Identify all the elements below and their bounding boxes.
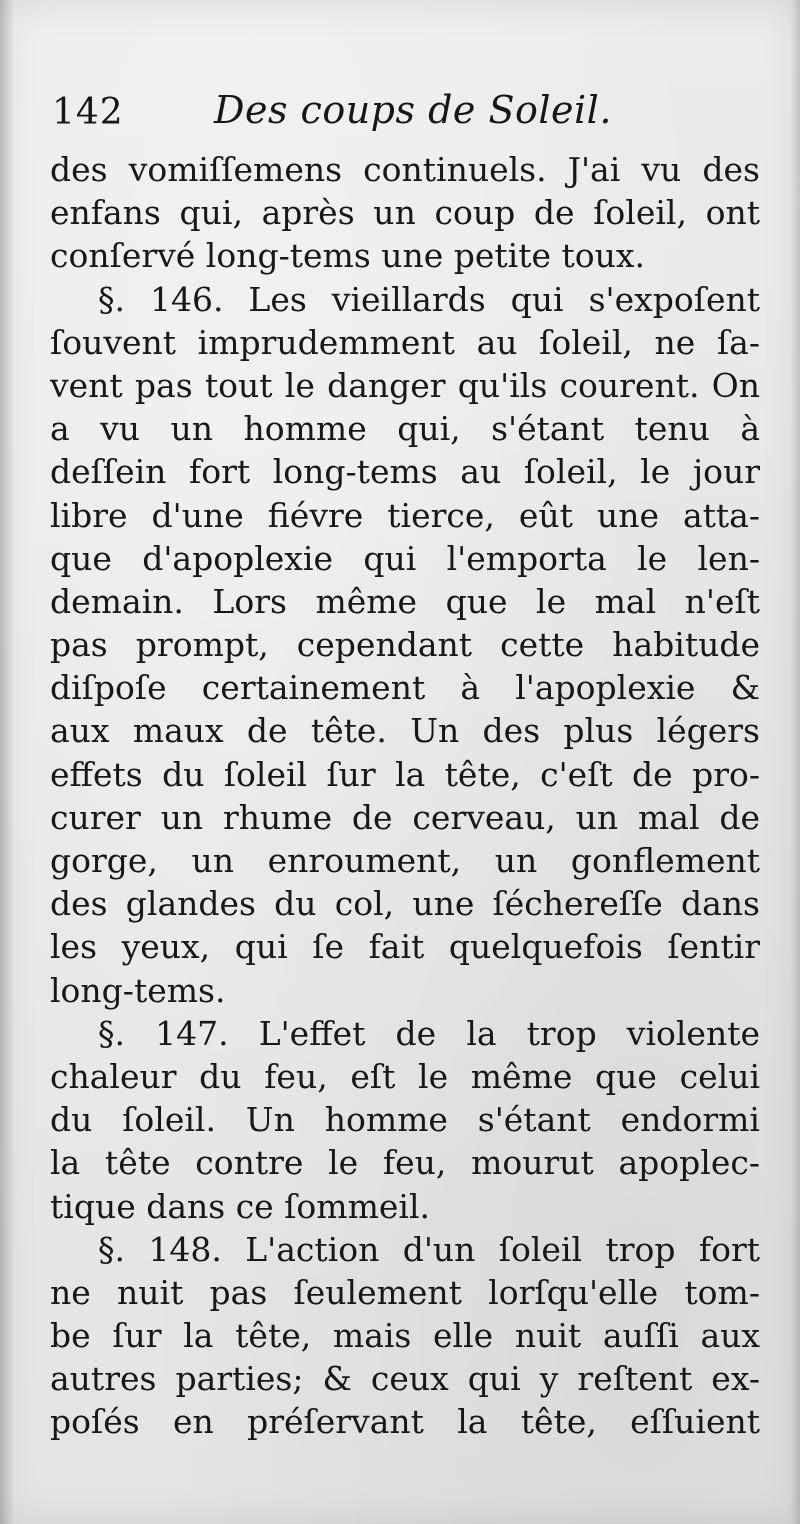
text-line: §. 147. L'effet de la trop violente: [98, 1013, 760, 1053]
text-line: enfans qui, après un coup de ſoleil, ont: [50, 193, 760, 233]
text-line: chaleur du feu, eſt le même que celui: [50, 1056, 760, 1096]
text-line: poſés en préſervant la tête, eſſuient: [50, 1402, 760, 1442]
body-text: [50, 148, 760, 1444]
text-line: des glandes du col, une ſéchereſſe dans: [50, 884, 760, 924]
text-line: pas prompt, cependant cette habitude: [50, 625, 760, 665]
text-line: des vomiſſemens continuels. J'ai vu des: [50, 150, 760, 189]
text-line: autres parties; & ceux qui y reſtent ex-: [50, 1359, 760, 1399]
text-line: que d'apoplexie qui l'emporta le len-: [50, 538, 760, 578]
text-line: a vu un homme qui, s'étant tenu à: [50, 409, 760, 449]
text-line: ne nuit pas ſeulement lorſqu'elle tom-: [50, 1272, 760, 1312]
text-line: §. 148. L'action d'un ſoleil trop fort: [98, 1229, 760, 1269]
text-line: demain. Lors même que le mal n'eſt: [50, 581, 760, 621]
text-line: deſſein fort long-tems au ſoleil, le jour: [50, 452, 760, 492]
text-line: les yeux, qui ſe fait quelquefois ſentir: [50, 927, 760, 967]
text-line: vent pas tout le danger qu'ils courent. On: [50, 365, 760, 405]
text-line: aux maux de tête. Un des plus légers: [50, 711, 760, 751]
running-head: [52, 88, 752, 140]
text-line: conſervé long-tems une petite toux.: [50, 236, 645, 276]
running-title: Des coups de Soleil.: [214, 88, 612, 132]
text-line: effets du ſoleil ſur la tête, c'eſt de pro-: [50, 754, 760, 794]
text-line: curer un rhume de cerveau, un mal de: [50, 797, 760, 837]
text-line: tique dans ce ſommeil.: [50, 1186, 430, 1226]
text-line: libre d'une fiévre tierce, eût une atta-: [50, 495, 760, 535]
text-line: gorge, un enroument, un gonflement: [50, 841, 760, 880]
text-line: be ſur la tête, mais elle nuit auſſi aux: [50, 1316, 760, 1356]
text-line: long-tems.: [50, 970, 226, 1010]
page-number: 142: [52, 92, 124, 133]
text-line: diſpoſe certainement à l'apoplexie &: [50, 668, 760, 708]
text-line: du ſoleil. Un homme s'étant endormi: [50, 1100, 760, 1140]
text-line: ſouvent imprudemment au ſoleil, ne ſa-: [50, 322, 760, 362]
text-line: §. 146. Les vieillards qui s'expoſent: [98, 279, 760, 319]
text-line: la tête contre le feu, mourut apoplec-: [50, 1143, 760, 1183]
